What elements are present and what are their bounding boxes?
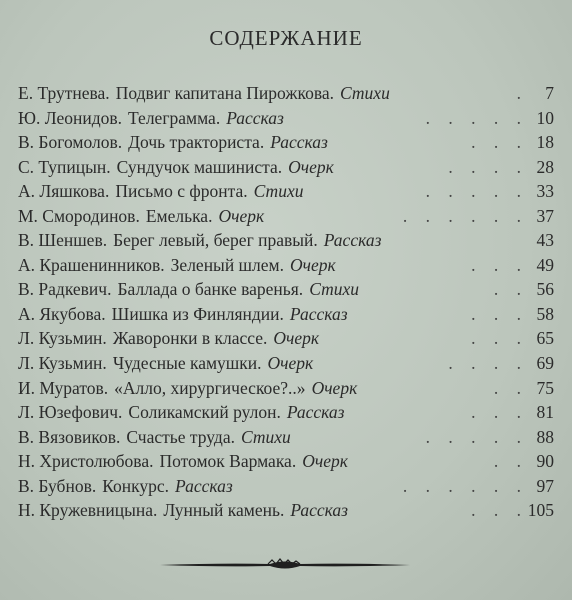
- toc-leader-dots: . . .: [471, 254, 528, 275]
- toc-page-number: 105: [527, 500, 554, 521]
- toc-work-title: «Алло, хирургическое?..»: [114, 377, 306, 398]
- toc-genre: Стихи: [253, 181, 304, 202]
- toc-page-number: 58: [536, 303, 554, 324]
- toc-leader-dots: . .: [493, 377, 528, 398]
- toc-leader-dots: . . . . .: [425, 107, 528, 128]
- toc-page-number: 90: [536, 451, 554, 472]
- toc-entry: [18, 106, 558, 131]
- toc-entry: [18, 376, 558, 401]
- toc-leader-dots: . . . .: [448, 156, 528, 177]
- toc-entry: [18, 302, 558, 327]
- toc-entry: [18, 253, 558, 278]
- toc-genre: Стихи: [240, 426, 291, 447]
- toc-work-title: Емелька.: [145, 205, 213, 226]
- toc-genre: Очерк: [218, 205, 265, 226]
- toc-author: В. Шеншев.: [18, 230, 108, 251]
- toc-author: С. Тупицын.: [18, 156, 111, 177]
- toc-work-title: Соликамский рулон.: [128, 402, 281, 423]
- toc-entry: [18, 425, 558, 450]
- toc-genre: Очерк: [288, 156, 334, 177]
- toc-entry: [18, 326, 558, 351]
- toc-genre: Очерк: [273, 328, 320, 349]
- toc-genre: Рассказ: [175, 475, 233, 496]
- toc-author: Л. Кузьмин.: [18, 328, 107, 349]
- toc-page-number: 37: [536, 205, 554, 226]
- toc-genre: Рассказ: [289, 303, 348, 324]
- toc-author: И. Муратов.: [18, 377, 109, 398]
- toc-work-title: Берег левый, берег правый.: [113, 230, 318, 251]
- toc-work-title: Зеленый шлем.: [170, 254, 284, 275]
- toc-author: М. Смородинов.: [18, 205, 140, 226]
- toc-entry: [18, 81, 558, 106]
- toc-page-number: 65: [536, 328, 554, 349]
- toc-author: Ю. Леонидов.: [18, 107, 123, 128]
- toc-leader-dots: . .: [493, 451, 528, 472]
- toc-author: Н. Кружевницына.: [18, 500, 158, 521]
- toc-leader-dots: . . .: [471, 402, 528, 423]
- toc-leader-dots: . . .: [471, 132, 528, 153]
- toc-author: Л. Кузьмин.: [18, 353, 107, 374]
- toc-work-title: Потомок Вармака.: [159, 451, 297, 472]
- toc-genre: Стихи: [340, 83, 390, 103]
- toc-work-title: Сундучок машиниста.: [116, 156, 283, 177]
- table-of-contents: [18, 81, 558, 523]
- toc-page-number: 10: [536, 107, 554, 128]
- toc-entry: [18, 449, 558, 474]
- toc-leader-dots: . . . . . .: [402, 205, 528, 226]
- toc-author: Л. Юзефович.: [18, 402, 123, 423]
- toc-entry: [18, 179, 558, 204]
- toc-leader-dots: . . .: [471, 328, 528, 349]
- toc-genre: Рассказ: [323, 230, 382, 251]
- toc-work-title: Подвиг капитана Пирожкова.: [115, 83, 334, 103]
- toc-author: А. Якубова.: [18, 303, 106, 324]
- toc-author: В. Богомолов.: [18, 132, 123, 153]
- toc-leader-dots: .: [516, 83, 528, 103]
- page-title: СОДЕРЖАНИЕ: [209, 26, 363, 50]
- toc-page-number: 81: [536, 402, 554, 423]
- toc-leader-dots: . . . . . .: [402, 475, 528, 496]
- toc-work-title: Лунный камень.: [163, 500, 285, 521]
- toc-author: В. Бубнов.: [18, 475, 97, 496]
- toc-genre: Рассказ: [290, 500, 348, 521]
- toc-page-number: 56: [536, 279, 554, 300]
- toc-author: А. Ляшкова.: [18, 181, 110, 202]
- toc-page-number: 43: [536, 230, 554, 251]
- toc-entry: [18, 474, 558, 499]
- toc-leader-dots: . .: [493, 279, 528, 300]
- toc-page-number: 7: [545, 83, 554, 103]
- toc-work-title: Счастье труда.: [126, 426, 235, 447]
- toc-entry: [18, 204, 558, 229]
- toc-genre: Очерк: [289, 254, 336, 275]
- decorative-ornament: [160, 557, 410, 571]
- toc-leader-dots: . . .: [471, 500, 528, 521]
- toc-author: В. Радкевич.: [18, 279, 112, 300]
- toc-genre: Стихи: [309, 279, 360, 300]
- toc-genre: Очерк: [311, 377, 358, 398]
- toc-author: Е. Трутнева.: [18, 83, 110, 103]
- toc-genre: Рассказ: [270, 132, 328, 153]
- toc-genre: Рассказ: [286, 402, 345, 423]
- toc-work-title: Баллада о банке варенья.: [117, 279, 304, 300]
- toc-author: А. Крашенинников.: [18, 254, 165, 275]
- toc-entry: [18, 228, 558, 253]
- toc-work-title: Письмо с фронта.: [115, 181, 248, 202]
- toc-leader-dots: . . . . .: [425, 181, 528, 202]
- toc-page-number: 18: [536, 132, 554, 153]
- toc-work-title: Жаворонки в классе.: [112, 328, 268, 349]
- toc-entry: [18, 498, 558, 523]
- toc-leader-dots: . . . .: [448, 353, 528, 374]
- toc-genre: Очерк: [302, 451, 348, 472]
- toc-work-title: Телеграмма.: [128, 107, 221, 128]
- toc-entry: [18, 277, 558, 302]
- toc-entry: [18, 400, 558, 425]
- toc-page-number: 49: [536, 254, 554, 275]
- toc-page-number: 28: [536, 156, 554, 177]
- toc-entry: [18, 351, 558, 376]
- toc-genre: Рассказ: [226, 107, 284, 128]
- toc-page-number: 88: [536, 426, 554, 447]
- toc-entry: [18, 155, 558, 180]
- toc-author: В. Вязовиков.: [18, 426, 121, 447]
- toc-work-title: Конкурс.: [102, 475, 170, 496]
- toc-page-number: 75: [536, 377, 554, 398]
- toc-leader-dots: . . .: [471, 303, 528, 324]
- toc-page-number: 33: [536, 181, 554, 202]
- toc-entry: [18, 130, 558, 155]
- toc-page-number: 69: [536, 353, 554, 374]
- toc-work-title: Шишка из Финляндии.: [111, 303, 284, 324]
- toc-work-title: Дочь тракториста.: [128, 132, 265, 153]
- toc-genre: Очерк: [267, 353, 314, 374]
- toc-author: Н. Христолюбова.: [18, 451, 154, 472]
- toc-page-number: 97: [536, 475, 554, 496]
- toc-work-title: Чудесные камушки.: [112, 353, 262, 374]
- toc-leader-dots: . . . . .: [425, 426, 528, 447]
